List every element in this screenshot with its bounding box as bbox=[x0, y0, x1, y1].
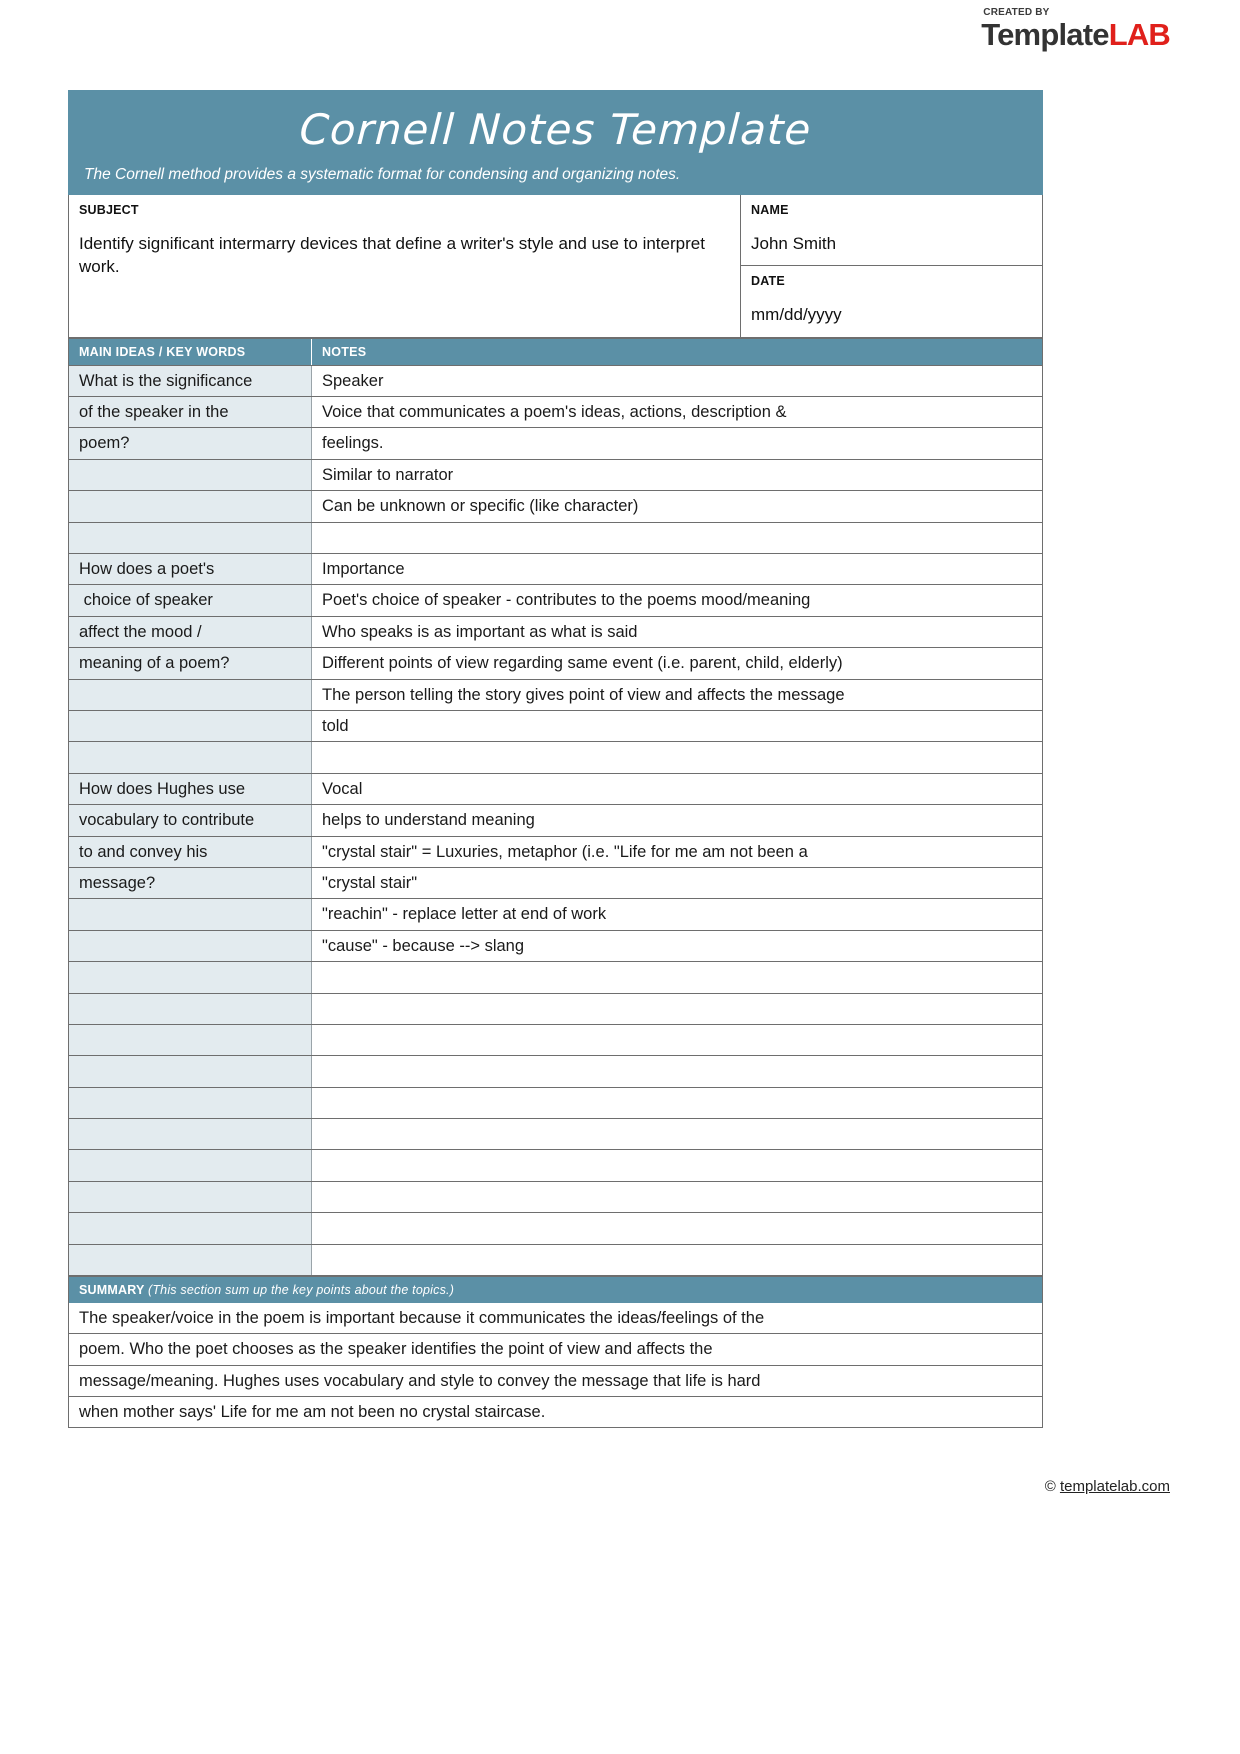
table-row bbox=[69, 365, 1042, 396]
brand-logo bbox=[981, 8, 1170, 50]
cell-main-idea[interactable]: How does a poet's bbox=[69, 554, 312, 584]
summary-line[interactable]: message/meaning. Hughes uses vocabulary and style to convey the message that life is hard bbox=[69, 1366, 1042, 1397]
summary-label: SUMMARY bbox=[79, 1283, 148, 1298]
date-value[interactable]: mm/dd/yyyy bbox=[751, 304, 842, 324]
subject-value[interactable]: Identify significant intermarry devices that define a writer's style and use to interpret work. bbox=[79, 233, 705, 276]
cell-main-idea[interactable]: vocabulary to contribute bbox=[69, 805, 312, 835]
cell-note[interactable]: feelings. bbox=[312, 428, 1042, 458]
table-row bbox=[69, 867, 1042, 898]
cell-main-idea[interactable] bbox=[69, 962, 312, 992]
table-row bbox=[69, 616, 1042, 647]
subject-field[interactable] bbox=[69, 195, 741, 337]
cornell-notes-sheet bbox=[68, 90, 1043, 1428]
brand-wordmark bbox=[981, 17, 1170, 52]
cell-note[interactable] bbox=[312, 1025, 1042, 1055]
cell-note[interactable] bbox=[312, 523, 1042, 553]
table-row bbox=[69, 930, 1042, 961]
cell-note[interactable]: helps to understand meaning bbox=[312, 805, 1042, 835]
table-row bbox=[69, 679, 1042, 710]
cell-note[interactable]: Similar to narrator bbox=[312, 460, 1042, 490]
table-row bbox=[69, 993, 1042, 1024]
cell-note[interactable] bbox=[312, 962, 1042, 992]
page-subtitle: The Cornell method provides a systematic format for condensing and organizing notes. bbox=[84, 166, 681, 184]
cell-note[interactable]: Speaker bbox=[312, 366, 1042, 396]
column-header-main-ideas: MAIN IDEAS / KEY WORDS bbox=[69, 339, 312, 365]
cell-main-idea[interactable] bbox=[69, 994, 312, 1024]
table-row bbox=[69, 1087, 1042, 1118]
brand-wordmark-template: Template bbox=[981, 17, 1109, 52]
document-header bbox=[68, 90, 1043, 195]
brand-wordmark-lab: LAB bbox=[1108, 17, 1170, 52]
cell-note[interactable] bbox=[312, 1088, 1042, 1118]
cell-note[interactable]: "crystal stair" bbox=[312, 868, 1042, 898]
notes-grid-header bbox=[69, 338, 1042, 365]
table-row bbox=[69, 1212, 1042, 1243]
cell-note[interactable] bbox=[312, 1150, 1042, 1180]
notes-grid bbox=[68, 338, 1043, 1276]
cell-main-idea[interactable] bbox=[69, 1056, 312, 1086]
cell-note[interactable]: Vocal bbox=[312, 774, 1042, 804]
table-row bbox=[69, 1244, 1042, 1276]
column-header-notes: NOTES bbox=[322, 344, 367, 359]
table-row bbox=[69, 961, 1042, 992]
brand-created-by-label: CREATED BY bbox=[983, 7, 1050, 18]
table-row bbox=[69, 773, 1042, 804]
cell-main-idea[interactable] bbox=[69, 1213, 312, 1243]
table-row bbox=[69, 396, 1042, 427]
cell-note[interactable]: Importance bbox=[312, 554, 1042, 584]
cell-note[interactable] bbox=[312, 1213, 1042, 1243]
cell-note[interactable]: "reachin" - replace letter at end of work bbox=[312, 899, 1042, 929]
cell-main-idea[interactable] bbox=[69, 1025, 312, 1055]
table-row bbox=[69, 1118, 1042, 1149]
name-label: NAME bbox=[751, 202, 789, 217]
notes-grid-rows bbox=[69, 365, 1042, 1276]
cell-note[interactable] bbox=[312, 1245, 1042, 1275]
summary-line[interactable]: The speaker/voice in the poem is important because it communicates the ideas/feelings of the bbox=[69, 1303, 1042, 1334]
cell-main-idea[interactable]: affect the mood / bbox=[69, 617, 312, 647]
summary-hint: (This section sum up the key points about the topics.) bbox=[147, 1283, 455, 1298]
date-field[interactable] bbox=[741, 266, 1042, 337]
table-row bbox=[69, 710, 1042, 741]
cell-main-idea[interactable] bbox=[69, 899, 312, 929]
cell-main-idea[interactable]: choice of speaker bbox=[69, 585, 312, 615]
cell-main-idea[interactable]: message? bbox=[69, 868, 312, 898]
table-row bbox=[69, 1024, 1042, 1055]
name-field[interactable] bbox=[741, 195, 1042, 266]
cell-main-idea[interactable] bbox=[69, 1245, 312, 1275]
cell-main-idea[interactable]: meaning of a poem? bbox=[69, 648, 312, 678]
cell-main-idea[interactable] bbox=[69, 491, 312, 521]
cell-note[interactable]: "cause" - because --> slang bbox=[312, 931, 1042, 961]
cell-main-idea[interactable] bbox=[69, 523, 312, 553]
cell-main-idea[interactable] bbox=[69, 1088, 312, 1118]
summary-body bbox=[68, 1303, 1043, 1428]
table-row bbox=[69, 584, 1042, 615]
cell-main-idea[interactable] bbox=[69, 931, 312, 961]
date-label: DATE bbox=[751, 273, 785, 288]
table-row bbox=[69, 804, 1042, 835]
cell-main-idea[interactable] bbox=[69, 1182, 312, 1212]
meta-section bbox=[68, 195, 1043, 338]
cell-note[interactable] bbox=[312, 1119, 1042, 1149]
table-row bbox=[69, 647, 1042, 678]
cell-note[interactable]: Poet's choice of speaker - contributes to the poems mood/meaning bbox=[312, 585, 1042, 615]
footer-site-link[interactable]: templatelab.com bbox=[1059, 1478, 1170, 1495]
table-row bbox=[69, 741, 1042, 772]
page-title: Cornell Notes Template bbox=[298, 105, 813, 154]
table-row bbox=[69, 553, 1042, 584]
cell-note[interactable]: Who speaks is as important as what is said bbox=[312, 617, 1042, 647]
footer-copyright: © bbox=[1044, 1478, 1060, 1495]
meta-right-column bbox=[741, 195, 1042, 337]
cell-note[interactable]: Can be unknown or specific (like character) bbox=[312, 491, 1042, 521]
cell-main-idea[interactable]: to and convey his bbox=[69, 837, 312, 867]
table-row bbox=[69, 427, 1042, 458]
cell-main-idea[interactable]: poem? bbox=[69, 428, 312, 458]
table-row bbox=[69, 1181, 1042, 1212]
table-row bbox=[69, 836, 1042, 867]
footer bbox=[1045, 1478, 1170, 1495]
cell-note[interactable] bbox=[312, 994, 1042, 1024]
cell-main-idea[interactable]: How does Hughes use bbox=[69, 774, 312, 804]
cell-main-idea[interactable]: of the speaker in the bbox=[69, 397, 312, 427]
table-row bbox=[69, 522, 1042, 553]
table-row bbox=[69, 490, 1042, 521]
summary-line[interactable]: poem. Who the poet chooses as the speaker identifies the point of view and affects the bbox=[69, 1334, 1042, 1365]
cell-main-idea[interactable] bbox=[69, 460, 312, 490]
cell-main-idea[interactable]: What is the significance bbox=[69, 366, 312, 396]
cell-main-idea[interactable] bbox=[69, 680, 312, 710]
summary-line[interactable]: when mother says' Life for me am not been no crystal staircase. bbox=[69, 1397, 1042, 1427]
name-value[interactable]: John Smith bbox=[751, 233, 837, 253]
cell-note[interactable]: Different points of view regarding same event (i.e. parent, child, elderly) bbox=[312, 648, 1042, 678]
cell-main-idea[interactable] bbox=[69, 1150, 312, 1180]
cell-note[interactable]: "crystal stair" = Luxuries, metaphor (i.e. "Life for me am not been a bbox=[312, 837, 1042, 867]
cell-note[interactable] bbox=[312, 1056, 1042, 1086]
cell-note[interactable]: The person telling the story gives point of view and affects the message bbox=[312, 680, 1042, 710]
cell-main-idea[interactable] bbox=[69, 711, 312, 741]
cell-note[interactable]: Voice that communicates a poem's ideas, actions, description & bbox=[312, 397, 1042, 427]
table-row bbox=[69, 459, 1042, 490]
table-row bbox=[69, 1055, 1042, 1086]
table-row bbox=[69, 898, 1042, 929]
subject-label: SUBJECT bbox=[79, 202, 139, 217]
cell-main-idea[interactable] bbox=[69, 742, 312, 772]
table-row bbox=[69, 1149, 1042, 1180]
cell-main-idea[interactable] bbox=[69, 1119, 312, 1149]
cell-note[interactable] bbox=[312, 742, 1042, 772]
cell-note[interactable] bbox=[312, 1182, 1042, 1212]
cell-note[interactable]: told bbox=[312, 711, 1042, 741]
summary-header bbox=[68, 1276, 1043, 1303]
